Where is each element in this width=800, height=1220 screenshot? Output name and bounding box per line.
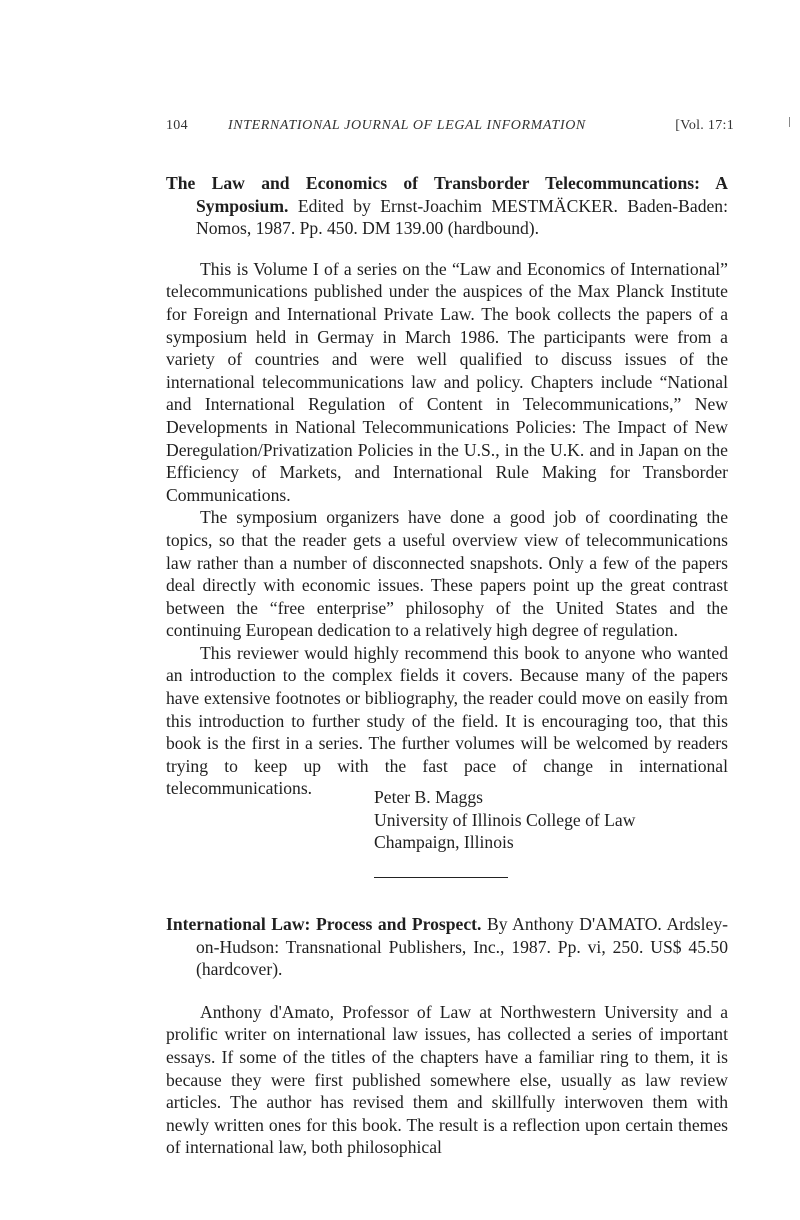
journal-title: INTERNATIONAL JOURNAL OF LEGAL INFORMATION xyxy=(228,118,586,133)
review-2-book-details: By Anthony D'AMATO. Ardsley-on-Hudson: Transnational Publishers, Inc., 1987. Pp. vi, 250. US$ 45.50 (hardcover). xyxy=(196,914,728,980)
volume-number: [Vol. 17:1 xyxy=(675,118,734,133)
review-2-book-title: International Law: Process and Prospect. xyxy=(166,914,482,934)
review-1-paragraph: The symposium organizers have done a good job of coordinating the topics, so that the reader gets a useful overview view of telecommunications law rather than a number of disconnected snapshots. Only a few of the papers deal directly with economic issues. These papers point up the great contrast between the “free enterprise” philosophy of the United States and the continuing European dedication to a relatively high degree of regulation. xyxy=(166,507,728,641)
page-number: 104 xyxy=(166,118,188,133)
review-1-paragraph: This reviewer would highly recommend this book to anyone who wanted an introduction to the complex fields it covers. Because many of the papers have extensive footnotes or bibliography, the reader could move on easily from this introduction to further study of the field. It is encouraging too, that this book is the first in a series. The further volumes will be welcomed by readers trying to keep up with the fast pace of change in international telecommunications. xyxy=(166,642,728,799)
reviewer-signature xyxy=(374,786,635,854)
review-2-paragraph: Anthony d'Amato, Professor of Law at Northwestern University and a prolific writer on international law issues, has collected a series of important essays. If some of the titles of the chapters have a familiar ring to them, it is because they were first published somewhere else, usually as law review articles. The author has revised them and skillfully interwoven them with newly written ones for this book. The result is a reflection upon certain themes of international law, both philosophical xyxy=(166,1001,728,1158)
review-2-citation xyxy=(166,913,728,981)
review-1-body xyxy=(166,258,728,800)
section-divider xyxy=(374,877,508,878)
review-2-body xyxy=(166,1001,728,1159)
reviewer-location: Champaign, Illinois xyxy=(374,832,514,853)
scan-edge-mark xyxy=(789,117,790,127)
review-1-citation xyxy=(166,172,728,240)
review-2 xyxy=(166,913,728,1159)
review-1 xyxy=(166,172,728,800)
reviewer-affiliation: University of Illinois College of Law xyxy=(374,809,636,830)
review-1-book-details: Edited by Ernst-Joachim MESTMÄCKER. Baden-Baden: Nomos, 1987. Pp. 450. DM 139.00 (hardbound). xyxy=(196,195,728,239)
reviewer-name: Peter B. Maggs xyxy=(374,787,483,807)
review-1-paragraph: This is Volume I of a series on the “Law and Economics of International” telecommunications published under the auspices of the Max Planck Institute for Foreign and International Private Law. The book collects the papers of a symposium held in Germay in March 1986. The participants were from a variety of countries and were well qualified to discuss issues of the international telecommunications law and policy. Chapters include “National and International Regulation of Content in Telecommunications,” New Developments in National Telecommunications Policies: The Impact of New Deregulation/Privatization Policies in the U.S., in the U.K. and in Japan on the Efficiency of Markets, and International Rule Making for Transborder Communications. xyxy=(166,258,728,505)
review-1-book-title: The Law and Economics of Transborder Telecommuncations: A Symposium. xyxy=(166,173,728,216)
